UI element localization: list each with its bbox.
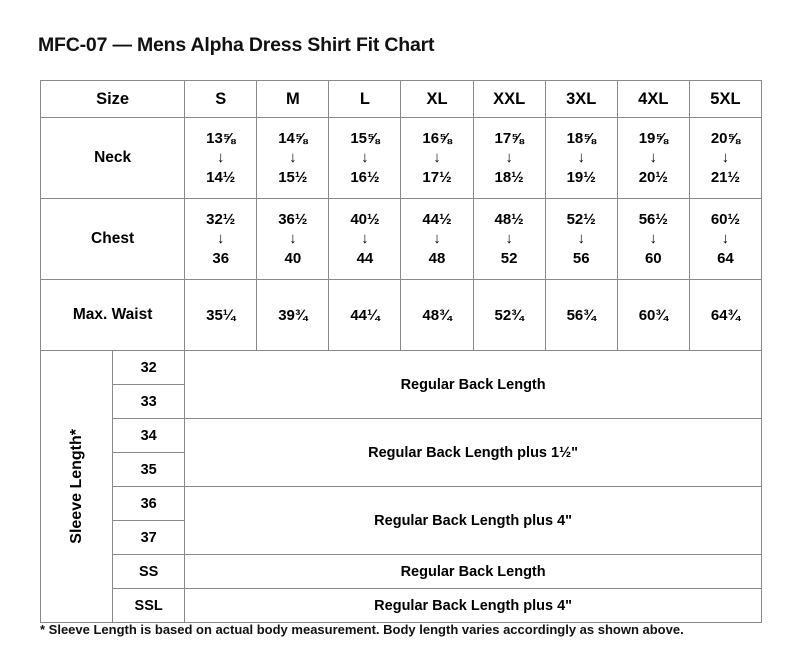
sleeve-length-ssl: SSL <box>113 589 185 623</box>
waist-cell-3xl: 56¾ <box>545 280 617 351</box>
chest-5xl-from: 60½ <box>710 211 741 229</box>
down-arrow-icon: ↓ <box>216 149 225 167</box>
neck-s-from: 13⅝ <box>206 130 236 148</box>
neck-3xl-to: 19½ <box>566 168 596 186</box>
neck-4xl-to: 20½ <box>638 168 668 186</box>
neck-xl-to: 17½ <box>422 168 452 186</box>
chest-cell-4xl <box>617 199 689 280</box>
down-arrow-icon: ↓ <box>361 230 369 248</box>
header-size-xxl: XXL <box>473 81 545 118</box>
header-size-4xl: 4XL <box>617 81 689 118</box>
chest-xl-to: 48 <box>428 249 446 267</box>
sleeve-desc-group-2: Regular Back Length plus 1½" <box>185 419 762 487</box>
neck-cell-5xl <box>689 118 761 199</box>
down-arrow-icon: ↓ <box>216 230 225 248</box>
waist-cell-5xl: 64¾ <box>689 280 761 351</box>
sleeve-row-34 <box>41 419 762 453</box>
neck-cell-m <box>257 118 329 199</box>
table-row-max-waist <box>41 280 762 351</box>
waist-cell-xxl: 52¾ <box>473 280 545 351</box>
chest-4xl-from: 56½ <box>638 211 668 229</box>
sleeve-row-ss <box>41 555 762 589</box>
neck-xxl-from: 17⅝ <box>494 130 524 148</box>
neck-s-to: 14½ <box>206 168 236 186</box>
down-arrow-icon: ↓ <box>721 149 730 167</box>
neck-cell-s <box>185 118 257 199</box>
footnote-text: * Sleeve Length is based on actual body measurement. Body length varies accordingly as shown above. <box>40 622 684 637</box>
chest-4xl-to: 60 <box>644 249 662 267</box>
waist-cell-m: 39¾ <box>257 280 329 351</box>
neck-cell-3xl <box>545 118 617 199</box>
neck-4xl-from: 19⅝ <box>638 130 668 148</box>
sleeve-length-section-label: Sleeve Length* <box>41 351 113 623</box>
chest-xxl-to: 52 <box>500 249 518 267</box>
chest-cell-xl <box>401 199 473 280</box>
table-header-row <box>41 81 762 118</box>
header-size-xl: XL <box>401 81 473 118</box>
table-row-chest <box>41 199 762 280</box>
chest-m-from: 36½ <box>278 211 308 229</box>
sleeve-length-34: 34 <box>113 419 185 453</box>
down-arrow-icon: ↓ <box>361 149 369 167</box>
neck-cell-4xl <box>617 118 689 199</box>
neck-3xl-from: 18⅝ <box>566 130 596 148</box>
chest-cell-xxl <box>473 199 545 280</box>
neck-cell-xxl <box>473 118 545 199</box>
chest-cell-l <box>329 199 401 280</box>
chest-l-from: 40½ <box>350 211 380 229</box>
header-size-l: L <box>329 81 401 118</box>
page-title: MFC-07 — Mens Alpha Dress Shirt Fit Chart <box>38 34 435 56</box>
header-size-label: Size <box>41 81 185 118</box>
row-label-max-waist: Max. Waist <box>41 280 185 351</box>
chest-xl-from: 44½ <box>422 211 452 229</box>
neck-xxl-to: 18½ <box>494 168 524 186</box>
down-arrow-icon: ↓ <box>505 230 513 248</box>
neck-xl-from: 16⅝ <box>422 130 452 148</box>
neck-5xl-to: 21½ <box>710 168 741 186</box>
sleeve-length-37: 37 <box>113 521 185 555</box>
sleeve-length-ss: SS <box>113 555 185 589</box>
neck-l-to: 16½ <box>350 168 380 186</box>
chest-xxl-from: 48½ <box>494 211 524 229</box>
chest-cell-m <box>257 199 329 280</box>
header-size-s: S <box>185 81 257 118</box>
chest-cell-5xl <box>689 199 761 280</box>
sleeve-length-35: 35 <box>113 453 185 487</box>
waist-cell-s: 35¼ <box>185 280 257 351</box>
row-label-chest: Chest <box>41 199 185 280</box>
sleeve-desc-group-3: Regular Back Length plus 4" <box>185 487 762 555</box>
down-arrow-icon: ↓ <box>577 149 585 167</box>
down-arrow-icon: ↓ <box>289 149 297 167</box>
sleeve-desc-group-5: Regular Back Length plus 4" <box>185 589 762 623</box>
sleeve-desc-group-4: Regular Back Length <box>185 555 762 589</box>
row-label-neck: Neck <box>41 118 185 199</box>
header-size-5xl: 5XL <box>689 81 761 118</box>
sleeve-row-32 <box>41 351 762 385</box>
chest-m-to: 40 <box>284 249 302 267</box>
neck-5xl-from: 20⅝ <box>710 130 741 148</box>
waist-cell-l: 44¼ <box>329 280 401 351</box>
down-arrow-icon: ↓ <box>505 149 513 167</box>
waist-cell-xl: 48¾ <box>401 280 473 351</box>
down-arrow-icon: ↓ <box>433 230 441 248</box>
sleeve-row-ssl <box>41 589 762 623</box>
sleeve-length-32: 32 <box>113 351 185 385</box>
down-arrow-icon: ↓ <box>721 230 730 248</box>
neck-cell-xl <box>401 118 473 199</box>
sleeve-length-33: 33 <box>113 385 185 419</box>
down-arrow-icon: ↓ <box>289 230 297 248</box>
chest-3xl-to: 56 <box>572 249 590 267</box>
fit-chart-table <box>40 80 762 623</box>
chest-cell-s <box>185 199 257 280</box>
header-size-3xl: 3XL <box>545 81 617 118</box>
neck-m-from: 14⅝ <box>278 130 308 148</box>
down-arrow-icon: ↓ <box>649 149 658 167</box>
chest-s-to: 36 <box>212 249 230 267</box>
chest-5xl-to: 64 <box>717 249 734 267</box>
chest-s-from: 32½ <box>206 211 236 229</box>
down-arrow-icon: ↓ <box>577 230 585 248</box>
chest-l-to: 44 <box>356 249 374 267</box>
down-arrow-icon: ↓ <box>649 230 658 248</box>
waist-cell-4xl: 60¾ <box>617 280 689 351</box>
down-arrow-icon: ↓ <box>433 149 441 167</box>
table-row-neck <box>41 118 762 199</box>
sleeve-length-36: 36 <box>113 487 185 521</box>
header-size-m: M <box>257 81 329 118</box>
neck-l-from: 15⅝ <box>350 130 380 148</box>
chest-3xl-from: 52½ <box>566 211 596 229</box>
chest-cell-3xl <box>545 199 617 280</box>
neck-cell-l <box>329 118 401 199</box>
sleeve-row-36 <box>41 487 762 521</box>
sleeve-desc-group-1: Regular Back Length <box>185 351 762 419</box>
neck-m-to: 15½ <box>278 168 308 186</box>
